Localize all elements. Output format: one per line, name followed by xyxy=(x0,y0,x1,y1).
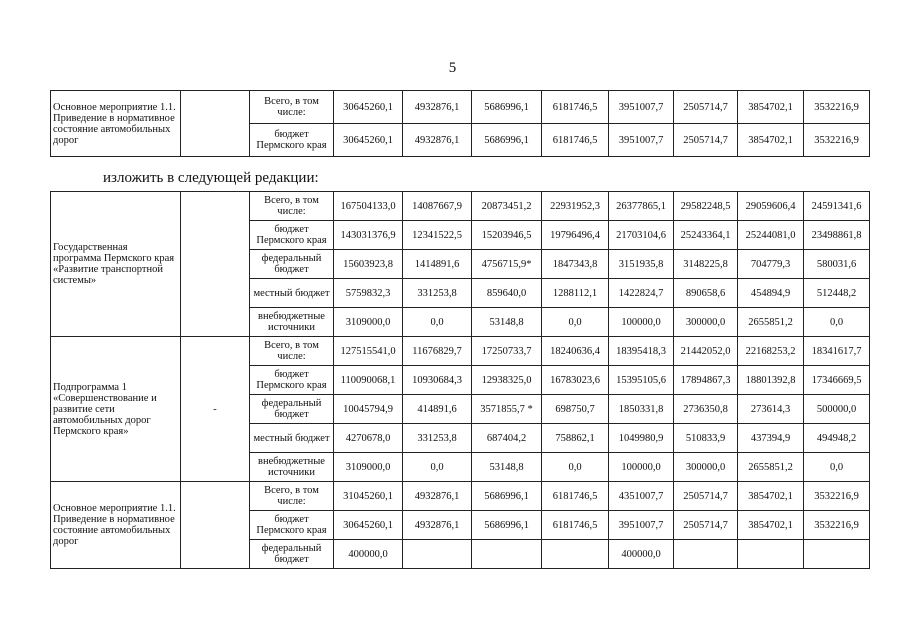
value-cell: 2505714,7 xyxy=(674,482,738,511)
value-cell: 10045794,9 xyxy=(334,395,403,424)
value-cell: 19796496,4 xyxy=(542,221,609,250)
value-cell: 6181746,5 xyxy=(542,511,609,540)
value-cell: 24591341,6 xyxy=(804,192,870,221)
value-cell: 859640,0 xyxy=(472,279,542,308)
value-cell: 23498861,8 xyxy=(804,221,870,250)
value-cell: 100000,0 xyxy=(609,308,674,337)
value-cell: 143031376,9 xyxy=(334,221,403,250)
funding-source-cell: внебюджетные источники xyxy=(250,453,334,482)
value-cell: 0,0 xyxy=(403,453,472,482)
value-cell xyxy=(674,540,738,569)
value-cell: 1847343,8 xyxy=(542,250,609,279)
funding-source-cell: федеральный бюджет xyxy=(250,540,334,569)
value-cell: 6181746,5 xyxy=(542,482,609,511)
table-row xyxy=(51,91,870,124)
funding-source-cell: бюджет Пермского края xyxy=(250,221,334,250)
value-cell: 500000,0 xyxy=(804,395,870,424)
funding-source-cell: Всего, в том числе: xyxy=(250,337,334,366)
subtitle: изложить в следующей редакции: xyxy=(103,170,319,186)
value-cell: 0,0 xyxy=(542,308,609,337)
value-cell: 758862,1 xyxy=(542,424,609,453)
value-cell: 1049980,9 xyxy=(609,424,674,453)
value-cell: 29059606,4 xyxy=(738,192,804,221)
value-cell: 3109000,0 xyxy=(334,308,403,337)
value-cell: 110090068,1 xyxy=(334,366,403,395)
executor-cell xyxy=(181,482,250,569)
value-cell: 4932876,1 xyxy=(403,482,472,511)
funding-source-cell: местный бюджет xyxy=(250,279,334,308)
table-after xyxy=(50,191,870,569)
value-cell: 20873451,2 xyxy=(472,192,542,221)
value-cell: 512448,2 xyxy=(804,279,870,308)
value-cell: 53148,8 xyxy=(472,453,542,482)
value-cell: 22168253,2 xyxy=(738,337,804,366)
value-cell: 11676829,7 xyxy=(403,337,472,366)
value-cell: 30645260,1 xyxy=(334,91,403,124)
value-cell: 18801392,8 xyxy=(738,366,804,395)
value-cell xyxy=(804,540,870,569)
funding-source-cell: местный бюджет xyxy=(250,424,334,453)
value-cell: 12938325,0 xyxy=(472,366,542,395)
value-cell: 3532216,9 xyxy=(804,482,870,511)
value-cell xyxy=(738,540,804,569)
value-cell: 3571855,7 * xyxy=(472,395,542,424)
value-cell: 580031,6 xyxy=(804,250,870,279)
executor-cell: - xyxy=(181,337,250,482)
value-cell: 3148225,8 xyxy=(674,250,738,279)
value-cell: 17894867,3 xyxy=(674,366,738,395)
value-cell: 26377865,1 xyxy=(609,192,674,221)
value-cell: 3532216,9 xyxy=(804,124,870,157)
program-name-cell: Подпрограмма 1 «Совершенствование и развитие сети автомобильных дорог Пермского края» xyxy=(51,337,181,482)
value-cell: 2505714,7 xyxy=(674,91,738,124)
value-cell: 2505714,7 xyxy=(674,124,738,157)
value-cell xyxy=(403,540,472,569)
value-cell: 331253,8 xyxy=(403,279,472,308)
value-cell: 4756715,9* xyxy=(472,250,542,279)
value-cell: 3151935,8 xyxy=(609,250,674,279)
value-cell: 3532216,9 xyxy=(804,511,870,540)
value-cell: 18395418,3 xyxy=(609,337,674,366)
value-cell: 4270678,0 xyxy=(334,424,403,453)
value-cell: 4932876,1 xyxy=(403,124,472,157)
value-cell: 698750,7 xyxy=(542,395,609,424)
value-cell: 2655851,2 xyxy=(738,308,804,337)
value-cell: 5759832,3 xyxy=(334,279,403,308)
value-cell: 21703104,6 xyxy=(609,221,674,250)
value-cell: 4932876,1 xyxy=(403,91,472,124)
value-cell: 17346669,5 xyxy=(804,366,870,395)
value-cell: 3951007,7 xyxy=(609,91,674,124)
value-cell: 25244081,0 xyxy=(738,221,804,250)
value-cell: 3854702,1 xyxy=(738,91,804,124)
funding-source-cell: федеральный бюджет xyxy=(250,395,334,424)
funding-source-cell: Всего, в том числе: xyxy=(250,482,334,511)
funding-source-cell: Всего, в том числе: xyxy=(250,91,334,124)
value-cell: 5686996,1 xyxy=(472,124,542,157)
value-cell: 12341522,5 xyxy=(403,221,472,250)
value-cell: 6181746,5 xyxy=(542,91,609,124)
funding-source-cell: внебюджетные источники xyxy=(250,308,334,337)
value-cell: 21442052,0 xyxy=(674,337,738,366)
value-cell: 53148,8 xyxy=(472,308,542,337)
value-cell: 5686996,1 xyxy=(472,91,542,124)
table-after-body xyxy=(51,192,870,569)
funding-source-cell: бюджет Пермского края xyxy=(250,511,334,540)
value-cell: 22931952,3 xyxy=(542,192,609,221)
value-cell: 437394,9 xyxy=(738,424,804,453)
value-cell: 3951007,7 xyxy=(609,511,674,540)
value-cell: 454894,9 xyxy=(738,279,804,308)
value-cell: 300000,0 xyxy=(674,453,738,482)
value-cell: 3532216,9 xyxy=(804,91,870,124)
executor-cell xyxy=(181,91,250,157)
value-cell: 15603923,8 xyxy=(334,250,403,279)
value-cell: 3109000,0 xyxy=(334,453,403,482)
table-row xyxy=(51,337,870,366)
value-cell: 510833,9 xyxy=(674,424,738,453)
value-cell: 1422824,7 xyxy=(609,279,674,308)
value-cell: 687404,2 xyxy=(472,424,542,453)
value-cell: 5686996,1 xyxy=(472,482,542,511)
value-cell xyxy=(472,540,542,569)
value-cell: 3854702,1 xyxy=(738,482,804,511)
table-row xyxy=(51,482,870,511)
value-cell: 4351007,7 xyxy=(609,482,674,511)
value-cell: 127515541,0 xyxy=(334,337,403,366)
value-cell: 30645260,1 xyxy=(334,511,403,540)
value-cell: 331253,8 xyxy=(403,424,472,453)
value-cell: 1288112,1 xyxy=(542,279,609,308)
value-cell: 1850331,8 xyxy=(609,395,674,424)
value-cell: 4932876,1 xyxy=(403,511,472,540)
value-cell: 25243364,1 xyxy=(674,221,738,250)
table-row xyxy=(51,192,870,221)
value-cell: 704779,3 xyxy=(738,250,804,279)
value-cell: 30645260,1 xyxy=(334,124,403,157)
table-before-body xyxy=(51,91,870,157)
value-cell: 0,0 xyxy=(804,308,870,337)
table-before xyxy=(50,90,870,157)
value-cell: 0,0 xyxy=(403,308,472,337)
value-cell: 14087667,9 xyxy=(403,192,472,221)
value-cell: 100000,0 xyxy=(609,453,674,482)
value-cell: 15203946,5 xyxy=(472,221,542,250)
value-cell: 273614,3 xyxy=(738,395,804,424)
value-cell: 0,0 xyxy=(542,453,609,482)
program-name-cell: Основное мероприятие 1.1. Приведение в нормативное состояние автомобильных дорог xyxy=(51,91,181,157)
value-cell: 400000,0 xyxy=(609,540,674,569)
value-cell: 494948,2 xyxy=(804,424,870,453)
value-cell: 1414891,6 xyxy=(403,250,472,279)
value-cell: 400000,0 xyxy=(334,540,403,569)
value-cell: 15395105,6 xyxy=(609,366,674,395)
page-number: 5 xyxy=(448,60,457,76)
funding-source-cell: бюджет Пермского края xyxy=(250,124,334,157)
value-cell: 18341617,7 xyxy=(804,337,870,366)
value-cell: 3854702,1 xyxy=(738,124,804,157)
program-name-cell: Основное мероприятие 1.1. Приведение в нормативное состояние автомобильных дорог xyxy=(51,482,181,569)
funding-source-cell: бюджет Пермского края xyxy=(250,366,334,395)
funding-source-cell: федеральный бюджет xyxy=(250,250,334,279)
value-cell: 2736350,8 xyxy=(674,395,738,424)
value-cell: 5686996,1 xyxy=(472,511,542,540)
value-cell: 10930684,3 xyxy=(403,366,472,395)
value-cell: 167504133,0 xyxy=(334,192,403,221)
value-cell: 29582248,5 xyxy=(674,192,738,221)
value-cell: 2505714,7 xyxy=(674,511,738,540)
value-cell: 414891,6 xyxy=(403,395,472,424)
value-cell: 31045260,1 xyxy=(334,482,403,511)
value-cell: 300000,0 xyxy=(674,308,738,337)
program-name-cell: Государственная программа Пермского края «Развитие транспортной системы» xyxy=(51,192,181,337)
funding-source-cell: Всего, в том числе: xyxy=(250,192,334,221)
value-cell: 16783023,6 xyxy=(542,366,609,395)
value-cell: 6181746,5 xyxy=(542,124,609,157)
value-cell: 18240636,4 xyxy=(542,337,609,366)
value-cell: 890658,6 xyxy=(674,279,738,308)
value-cell: 2655851,2 xyxy=(738,453,804,482)
value-cell: 3854702,1 xyxy=(738,511,804,540)
value-cell xyxy=(542,540,609,569)
executor-cell xyxy=(181,192,250,337)
value-cell: 0,0 xyxy=(804,453,870,482)
value-cell: 17250733,7 xyxy=(472,337,542,366)
value-cell: 3951007,7 xyxy=(609,124,674,157)
